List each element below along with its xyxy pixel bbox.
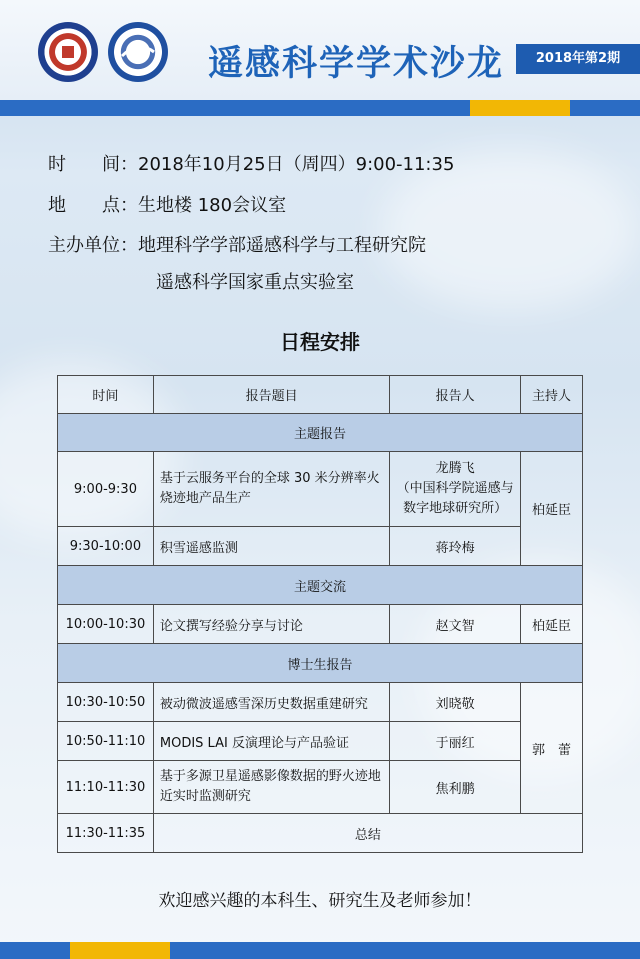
section-row [58,644,583,683]
host-value: 地理科学学部遥感科学与工程研究院 [138,235,426,256]
schedule-title: 日程安排 [280,330,360,354]
header-host: 主持人 [521,376,583,414]
row-topic: 被动微波遥感雪深历史数据重建研究 [153,683,389,722]
top-bar-blue [570,100,640,116]
speaker-name: 龙腾飞 [435,461,475,476]
row-time: 10:30-10:50 [58,683,154,722]
host-label: 主办单位： [48,235,138,256]
table-row [58,527,583,566]
schedule-table [57,375,583,853]
row-topic: 基于多源卫星遥感影像数据的野火迹地近实时监测研究 [153,761,389,814]
bottom-bar-gold [70,942,170,959]
table-row [58,814,583,853]
row-topic: 基于云服务平台的全球 30 米分辨率火烧迹地产品生产 [153,452,389,527]
bottom-bar-blue [170,942,640,959]
place-value: 生地楼 180会议室 [138,195,287,216]
row-host: 柏延臣 [521,452,583,566]
row-topic: 论文撰写经验分享与讨论 [153,605,389,644]
header-banner [0,0,640,100]
row-host: 郭 蕾 [521,683,583,814]
table-header-row [58,376,583,414]
row-time: 11:30-11:35 [58,814,154,853]
table-row [58,761,583,814]
row-time: 10:50-11:10 [58,722,154,761]
row-speaker: 刘晓敬 [390,683,521,722]
table-row [58,605,583,644]
speaker-affiliation: （中国科学院遥感与 [396,481,514,496]
issue-badge: 2018年第2期 [516,44,640,74]
top-bar-blue [0,100,470,116]
place-label: 地 点： [48,195,138,216]
section-label: 主题报告 [58,414,583,452]
row-speaker [390,452,521,527]
row-speaker: 赵文智 [390,605,521,644]
table-row [58,722,583,761]
section-label: 博士生报告 [58,644,583,683]
lab-logo [108,22,168,82]
row-host: 柏延臣 [521,605,583,644]
bottom-bar-blue [0,942,70,959]
row-speaker: 焦利鹏 [390,761,521,814]
header-time: 时间 [58,376,154,414]
row-time: 10:00-10:30 [58,605,154,644]
row-time: 9:30-10:00 [58,527,154,566]
university-logo [38,22,98,82]
row-summary: 总结 [153,814,582,853]
section-row [58,566,583,605]
time-value: 2018年10月25日（周四）9:00-11:35 [138,154,455,175]
info-time [48,150,454,176]
section-label: 主题交流 [58,566,583,605]
table-row [58,452,583,527]
page-title: 遥感科学学术沙龙 [208,44,505,84]
row-time: 11:10-11:30 [58,761,154,814]
footer-invitation: 欢迎感兴趣的本科生、研究生及老师参加！ [158,891,482,911]
table-row [58,683,583,722]
header-speaker: 报告人 [390,376,521,414]
speaker-affiliation: 数字地球研究所） [403,501,508,516]
info-host-2 [156,268,354,294]
time-label: 时 间： [48,154,138,175]
row-speaker: 蒋玲梅 [390,527,521,566]
row-topic: MODIS LAI 反演理论与产品验证 [153,722,389,761]
top-bar-gold [470,100,570,116]
row-time: 9:00-9:30 [58,452,154,527]
host-value-2: 遥感科学国家重点实验室 [156,272,354,293]
header-topic: 报告题目 [153,376,389,414]
row-topic: 积雪遥感监测 [153,527,389,566]
info-place [48,191,286,217]
section-row [58,414,583,452]
row-speaker: 于丽红 [390,722,521,761]
info-host [48,231,426,257]
